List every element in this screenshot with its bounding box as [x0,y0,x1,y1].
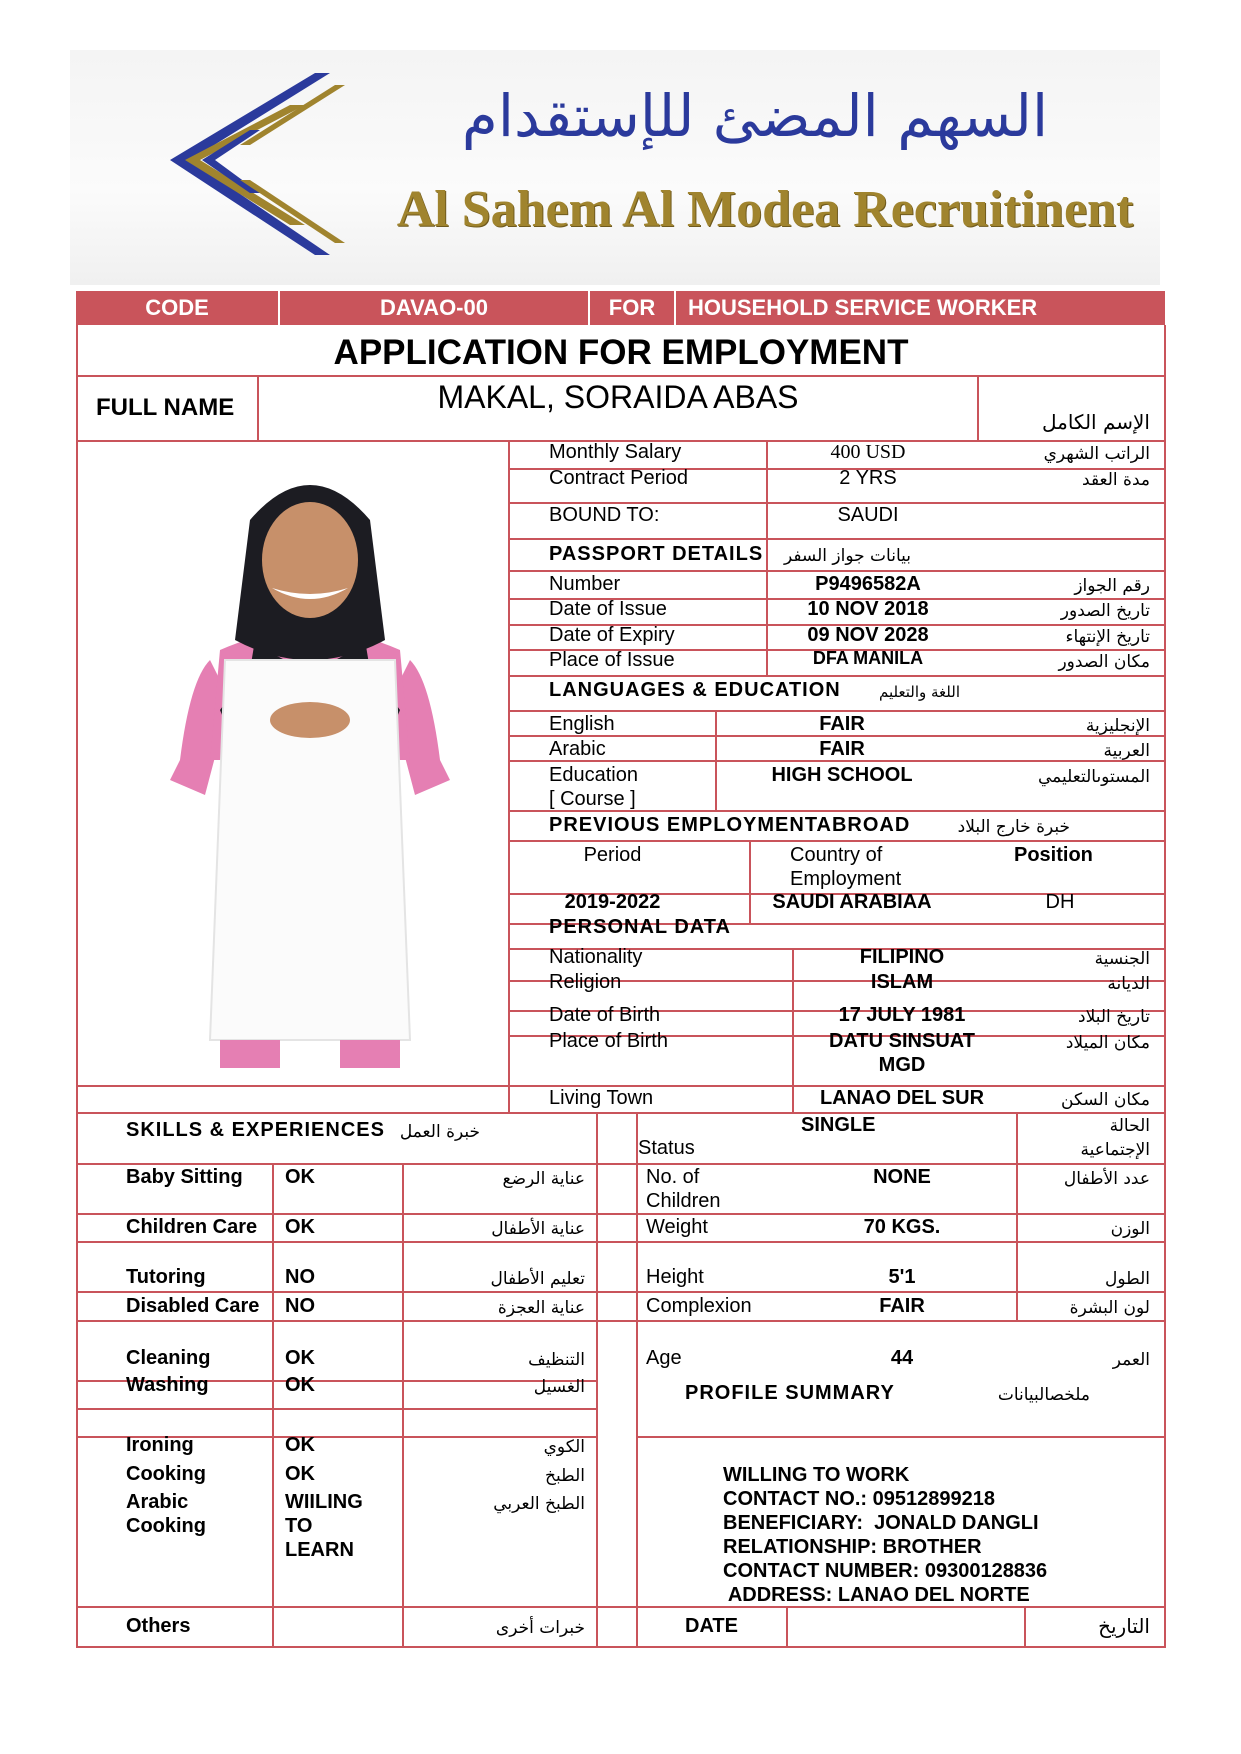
company-name-english: Al Sahem Al Modea Recruitinent [396,181,1134,238]
children-label-arabic: عدد الأطفال [1063,1169,1150,1189]
skill-name: Cleaning [126,1347,211,1369]
profile-summary-line: RELATIONSHIP: BROTHER [723,1536,982,1558]
skill-value: OK [285,1463,315,1485]
skill-value: NO [285,1295,315,1317]
skill-name: Children Care [126,1216,258,1238]
skill-name-arabic: عناية الرضع [502,1169,585,1189]
arabic-label-arabic: العربية [1103,741,1150,761]
skill-name-arabic: عناية العجزة [497,1298,585,1318]
skill-value: WIILING TO LEARN [285,1491,363,1561]
expiry-date-label-arabic: تاريخ الإنتهاء [1065,627,1150,647]
arabic-label: Arabic [549,738,606,760]
date-label-arabic: التاريخ [1098,1614,1150,1638]
course-label: [ Course ] [549,788,636,810]
nationality-label-arabic: الجنسية [1094,949,1150,969]
code-bar [76,291,1165,325]
status-label: Status [638,1137,695,1159]
nationality-value: FILIPINO [859,946,945,968]
children-value: NONE [873,1166,931,1188]
dob-label: Date of Birth [549,1004,661,1026]
education-label-arabic: المستوىالتعليمي [1038,767,1150,787]
complexion-label-arabic: لون البشرة [1069,1298,1150,1318]
profile-summary-line: ADDRESS: LANAO DEL NORTE [723,1584,1030,1606]
company-name-arabic: السهم المضئ للإستقدام [461,82,1049,150]
profile-summary-line: WILLING TO WORK [723,1464,910,1486]
contract-period-label-arabic: مدة العقد [1082,470,1150,490]
employment-position-value: DH [1045,891,1075,913]
age-value: 44 [890,1347,914,1369]
skill-name: Baby Sitting [126,1166,243,1188]
complexion-value: FAIR [879,1295,925,1317]
arrow-logo-icon [130,65,350,265]
salary-label-arabic: الراتب الشهري [1043,444,1150,464]
date-label: DATE [685,1615,738,1637]
education-label: Education [549,764,638,786]
nationality-label: Nationality [549,946,643,968]
passport-number-value: P9496582A [815,573,921,595]
salary-value: 400 USD [830,441,906,463]
salary-label: Monthly Salary [549,441,682,463]
skill-name-arabic: التنظيف [528,1350,585,1370]
skill-name-arabic: الطبخ [545,1466,585,1486]
issue-date-label-arabic: تاريخ الصدور [1060,601,1150,621]
status-label-arabic-1: الحالة [1109,1116,1150,1136]
skill-name-arabic: الكوي [543,1437,585,1457]
skill-name: Cooking [126,1463,206,1485]
pob-value-line2: MGD [878,1054,926,1076]
pob-label: Place of Birth [549,1030,668,1052]
place-of-issue-label-arabic: مكان الصدور [1058,652,1150,672]
height-label-arabic: الطول [1105,1269,1150,1289]
english-label: English [549,713,615,735]
place-of-issue-value: DFA MANILA [812,648,924,668]
for-value: HOUSEHOLD SERVICE WORKER [688,295,1038,320]
full-name-label-arabic: الإسم الكامل [1041,410,1150,434]
skill-name: Others [126,1615,191,1637]
skill-name-arabic: الغسيل [533,1377,585,1397]
skill-name: Washing [126,1374,209,1396]
status-label-arabic-2: الإجتماعية [1080,1140,1150,1160]
arabic-value: FAIR [819,738,865,760]
children-label-line2: Children [646,1190,721,1212]
religion-label: Religion [549,971,622,993]
employment-country-value: SAUDI ARABIAA [772,891,932,913]
skill-name-arabic: عناية الأطفال [491,1219,585,1239]
skill-name-arabic: تعليم الأطفال [490,1269,585,1289]
expiry-date-label: Date of Expiry [549,624,675,646]
skill-value: OK [285,1374,315,1396]
profile-summary-line: BENEFICIARY: JONALD DANGLI [723,1512,1039,1534]
languages-heading-arabic: اللغة والتعليم [879,683,960,701]
skill-name: Disabled Care [126,1295,260,1317]
pob-label-arabic: مكان الميلاد [1065,1033,1150,1053]
full-name-value: MAKAL, SORAIDA ABAS [437,379,799,415]
bound-to-label: BOUND TO: [549,504,660,526]
skill-value: OK [285,1434,315,1456]
bound-to-value: SAUDI [837,504,899,526]
passport-heading: PASSPORT DETAILS [549,543,764,565]
code-label: CODE [76,291,280,325]
height-label: Height [646,1266,704,1288]
expiry-date-value: 09 NOV 2028 [807,624,929,646]
for-label: FOR [590,291,676,325]
dob-value: 17 JULY 1981 [838,1004,966,1026]
issue-date-value: 10 NOV 2018 [807,598,929,620]
place-of-issue-label: Place of Issue [549,649,675,671]
weight-value: 70 KGS. [863,1216,941,1238]
issue-date-label: Date of Issue [549,598,667,620]
living-town-value: LANAO DEL SUR [819,1087,985,1109]
position-header: Position [1014,844,1093,866]
employment-period-value: 2019-2022 [564,891,661,913]
profile-summary-heading: PROFILE SUMMARY [685,1382,895,1404]
period-header: Period [583,844,642,866]
age-label-arabic: العمر [1112,1350,1150,1370]
skill-name: Tutoring [126,1266,206,1288]
skills-heading: SKILLS & EXPERIENCES [126,1119,385,1141]
english-label-arabic: الإنجليزية [1085,716,1150,736]
company-header [70,50,1160,285]
passport-heading-arabic: بيانات جواز السفر [783,546,911,566]
previous-employment-heading-arabic: خبرة خارج البلاد [957,817,1070,837]
skill-name: Ironing [126,1434,194,1456]
english-value: FAIR [819,713,865,735]
profile-summary-line: CONTACT NO.: 09512899218 [723,1488,995,1510]
skill-name-arabic: الطبخ العربي [493,1494,585,1514]
previous-employment-heading: PREVIOUS EMPLOYMENTABROAD [549,814,911,836]
height-value: 5'1 [888,1266,916,1288]
skill-value: OK [285,1166,315,1188]
weight-label-arabic: الوزن [1110,1219,1150,1239]
skill-value: OK [285,1347,315,1369]
pob-value-line1: DATU SINSUAT [829,1030,975,1052]
skill-value: OK [285,1216,315,1238]
contract-period-label: Contract Period [549,467,688,489]
skills-heading-arabic: خبرة العمل [399,1122,480,1142]
country-header-line1: Country of [790,844,883,866]
living-town-label-arabic: مكان السكن [1061,1090,1150,1110]
religion-value: ISLAM [870,971,934,993]
country-header-line2: Employment [790,868,902,890]
profile-summary-line: CONTACT NUMBER: 09300128836 [723,1560,1048,1582]
skill-value: NO [285,1266,315,1288]
personal-data-heading: PERSONAL DATA [549,916,731,938]
passport-number-label: Number [549,573,621,595]
skill-name: Arabic Cooking [126,1491,206,1537]
code-value: DAVAO-00 [280,291,590,325]
profile-summary-heading-arabic: ملخصالبيانات [997,1385,1090,1405]
weight-label: Weight [646,1216,708,1238]
status-value: SINGLE [801,1114,876,1136]
languages-heading: LANGUAGES & EDUCATION [549,679,841,701]
education-value: HIGH SCHOOL [771,764,913,786]
passport-number-label-arabic: رقم الجواز [1074,576,1150,596]
complexion-label: Complexion [646,1295,752,1317]
dob-label-arabic: تاريخ البلاد [1078,1007,1150,1027]
skill-name-arabic: خبرات أخرى [495,1618,585,1638]
full-name-label: FULL NAME [96,394,235,421]
living-town-label: Living Town [549,1087,654,1109]
religion-label-arabic: الديانة [1107,974,1150,994]
age-label: Age [646,1347,682,1369]
applicant-photo [150,460,470,1070]
children-label-line1: No. of [646,1166,700,1188]
contract-period-value: 2 YRS [839,467,897,489]
form-title: APPLICATION FOR EMPLOYMENT [333,333,909,372]
